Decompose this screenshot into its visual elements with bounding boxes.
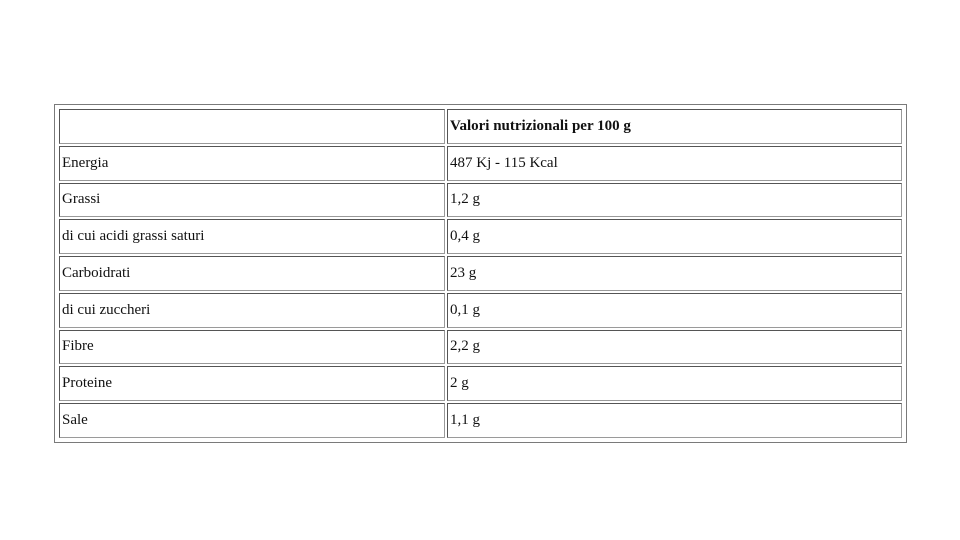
table-row	[59, 330, 902, 365]
table-row	[59, 219, 902, 254]
row-label-proteine: Proteine	[59, 366, 445, 401]
row-label-acidi-grassi-saturi: di cui acidi grassi saturi	[59, 219, 445, 254]
row-value-sale: 1,1 g	[447, 403, 902, 438]
row-value-energia: 487 Kj - 115 Kcal	[447, 146, 902, 181]
table-row	[59, 183, 902, 218]
table-row	[59, 293, 902, 328]
table-row	[59, 403, 902, 438]
row-label-fibre: Fibre	[59, 330, 445, 365]
row-value-zuccheri: 0,1 g	[447, 293, 902, 328]
row-value-proteine: 2 g	[447, 366, 902, 401]
header-value-cell: Valori nutrizionali per 100 g	[447, 109, 902, 144]
table-row	[59, 366, 902, 401]
row-label-grassi: Grassi	[59, 183, 445, 218]
row-label-energia: Energia	[59, 146, 445, 181]
table-header-row	[59, 109, 902, 144]
row-value-fibre: 2,2 g	[447, 330, 902, 365]
nutrition-table	[57, 107, 904, 440]
header-label-cell	[59, 109, 445, 144]
row-label-carboidrati: Carboidrati	[59, 256, 445, 291]
table-row	[59, 256, 902, 291]
row-value-grassi: 1,2 g	[447, 183, 902, 218]
row-value-acidi-grassi-saturi: 0,4 g	[447, 219, 902, 254]
row-label-sale: Sale	[59, 403, 445, 438]
nutrition-table-frame	[54, 104, 907, 443]
row-label-zuccheri: di cui zuccheri	[59, 293, 445, 328]
row-value-carboidrati: 23 g	[447, 256, 902, 291]
table-row	[59, 146, 902, 181]
